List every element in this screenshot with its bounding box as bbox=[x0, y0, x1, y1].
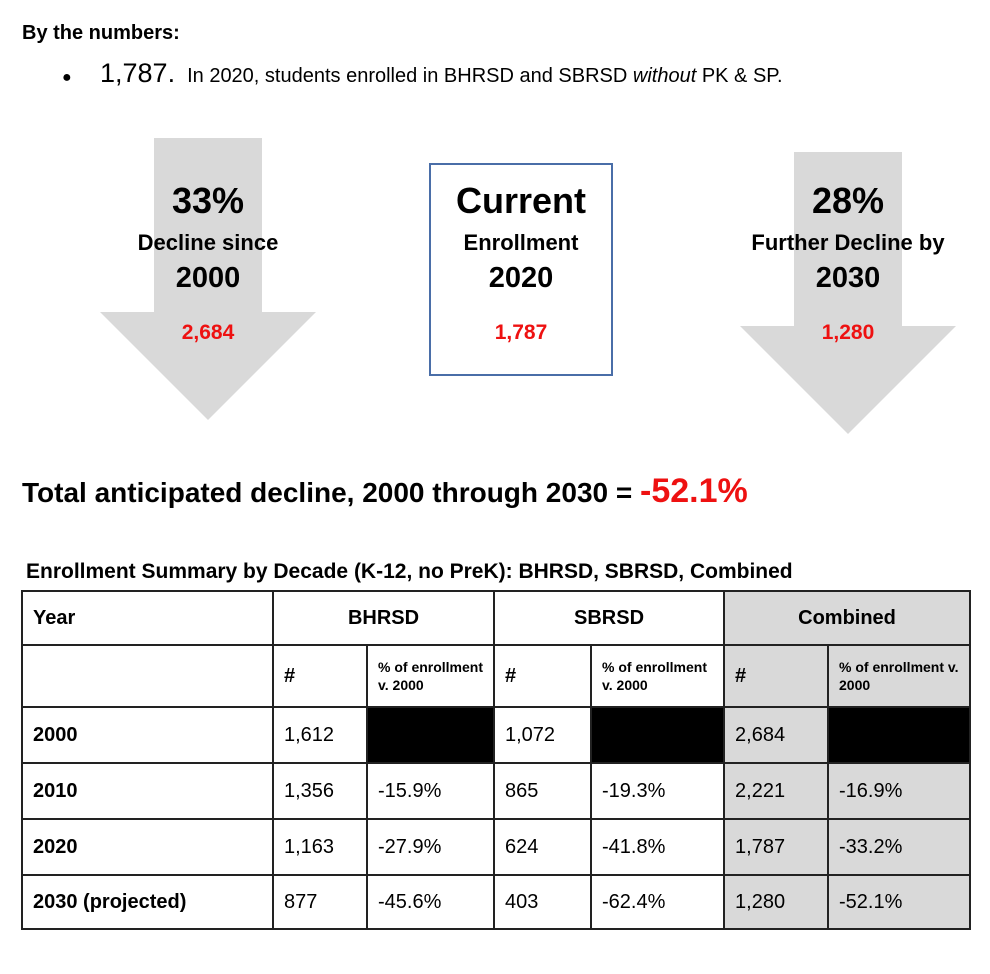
row-year: 2020 bbox=[22, 819, 273, 875]
row-combined-pct-blank bbox=[828, 707, 970, 763]
row-bhrsd-pct-blank bbox=[367, 707, 494, 763]
total-decline-value: -52.1% bbox=[640, 472, 748, 510]
bullet-text: In 2020, students enrolled in BHRSD and SBRSD without PK & SP. bbox=[187, 65, 783, 87]
row-bhrsd-pct: -27.9% bbox=[367, 819, 494, 875]
right-panel-value: 1,280 bbox=[821, 321, 875, 344]
subheader-bhrsd-pct: % of enrollment v. 2000 bbox=[367, 645, 494, 707]
subheader-empty bbox=[22, 645, 273, 707]
header-bhrsd: BHRSD bbox=[273, 591, 494, 645]
row-combined-num: 2,221 bbox=[724, 763, 828, 819]
center-panel-value: 1,787 bbox=[494, 321, 548, 344]
center-panel-label: Enrollment bbox=[463, 230, 579, 255]
bullet-number: 1,787. bbox=[100, 58, 176, 88]
row-bhrsd-num: 877 bbox=[273, 875, 367, 929]
left-panel-percent: 33% bbox=[171, 180, 245, 221]
row-bhrsd-num: 1,356 bbox=[273, 763, 367, 819]
row-sbrsd-num: 624 bbox=[494, 819, 591, 875]
left-panel-year: 2000 bbox=[175, 262, 241, 294]
row-combined-num: 2,684 bbox=[724, 707, 828, 763]
row-combined-num: 1,280 bbox=[724, 875, 828, 929]
subheader-sbrsd-num: # bbox=[494, 645, 591, 707]
left-panel-label: Decline since bbox=[137, 230, 279, 255]
row-sbrsd-num: 1,072 bbox=[494, 707, 591, 763]
row-sbrsd-pct-blank bbox=[591, 707, 724, 763]
row-year: 2030 (projected) bbox=[22, 875, 273, 929]
row-sbrsd-num: 403 bbox=[494, 875, 591, 929]
bullet-dot-icon: ● bbox=[62, 69, 72, 86]
subheader-combined-num: # bbox=[724, 645, 828, 707]
row-bhrsd-pct: -45.6% bbox=[367, 875, 494, 929]
row-combined-pct: -16.9% bbox=[828, 763, 970, 819]
row-bhrsd-pct: -15.9% bbox=[367, 763, 494, 819]
right-panel-percent: 28% bbox=[811, 180, 885, 221]
row-bhrsd-num: 1,163 bbox=[273, 819, 367, 875]
row-sbrsd-pct: -19.3% bbox=[591, 763, 724, 819]
section-heading: By the numbers: bbox=[22, 22, 180, 44]
header-sbrsd: SBRSD bbox=[494, 591, 724, 645]
table-subheader-row bbox=[22, 645, 970, 707]
subheader-combined-pct: % of enrollment v. 2000 bbox=[828, 645, 970, 707]
right-panel-year: 2030 bbox=[815, 262, 881, 294]
header-combined: Combined bbox=[724, 591, 970, 645]
row-combined-num: 1,787 bbox=[724, 819, 828, 875]
row-combined-pct: -33.2% bbox=[828, 819, 970, 875]
center-panel-title: Current bbox=[455, 180, 586, 221]
table-row bbox=[22, 819, 970, 875]
header-year: Year bbox=[22, 591, 273, 645]
center-panel-year: 2020 bbox=[488, 262, 554, 294]
table-header-row bbox=[22, 591, 970, 645]
total-decline-text: Total anticipated decline, 2000 through 2030 = bbox=[22, 477, 640, 508]
right-panel-label: Further Decline by bbox=[751, 230, 945, 255]
row-bhrsd-num: 1,612 bbox=[273, 707, 367, 763]
row-year: 2010 bbox=[22, 763, 273, 819]
row-sbrsd-num: 865 bbox=[494, 763, 591, 819]
left-panel-value: 2,684 bbox=[181, 321, 235, 344]
total-decline bbox=[22, 472, 748, 511]
row-year: 2000 bbox=[22, 707, 273, 763]
row-sbrsd-pct: -41.8% bbox=[591, 819, 724, 875]
table-row bbox=[22, 763, 970, 819]
subheader-bhrsd-num: # bbox=[273, 645, 367, 707]
left-panel bbox=[100, 180, 316, 345]
row-sbrsd-pct: -62.4% bbox=[591, 875, 724, 929]
enrollment-summary-table bbox=[21, 590, 971, 930]
row-combined-pct: -52.1% bbox=[828, 875, 970, 929]
table-row bbox=[22, 707, 970, 763]
table-row bbox=[22, 875, 970, 929]
center-panel bbox=[429, 180, 613, 345]
bullet-item bbox=[62, 58, 783, 94]
table-title: Enrollment Summary by Decade (K-12, no PreK): BHRSD, SBRSD, Combined bbox=[26, 560, 793, 583]
subheader-sbrsd-pct: % of enrollment v. 2000 bbox=[591, 645, 724, 707]
right-panel bbox=[740, 180, 956, 345]
